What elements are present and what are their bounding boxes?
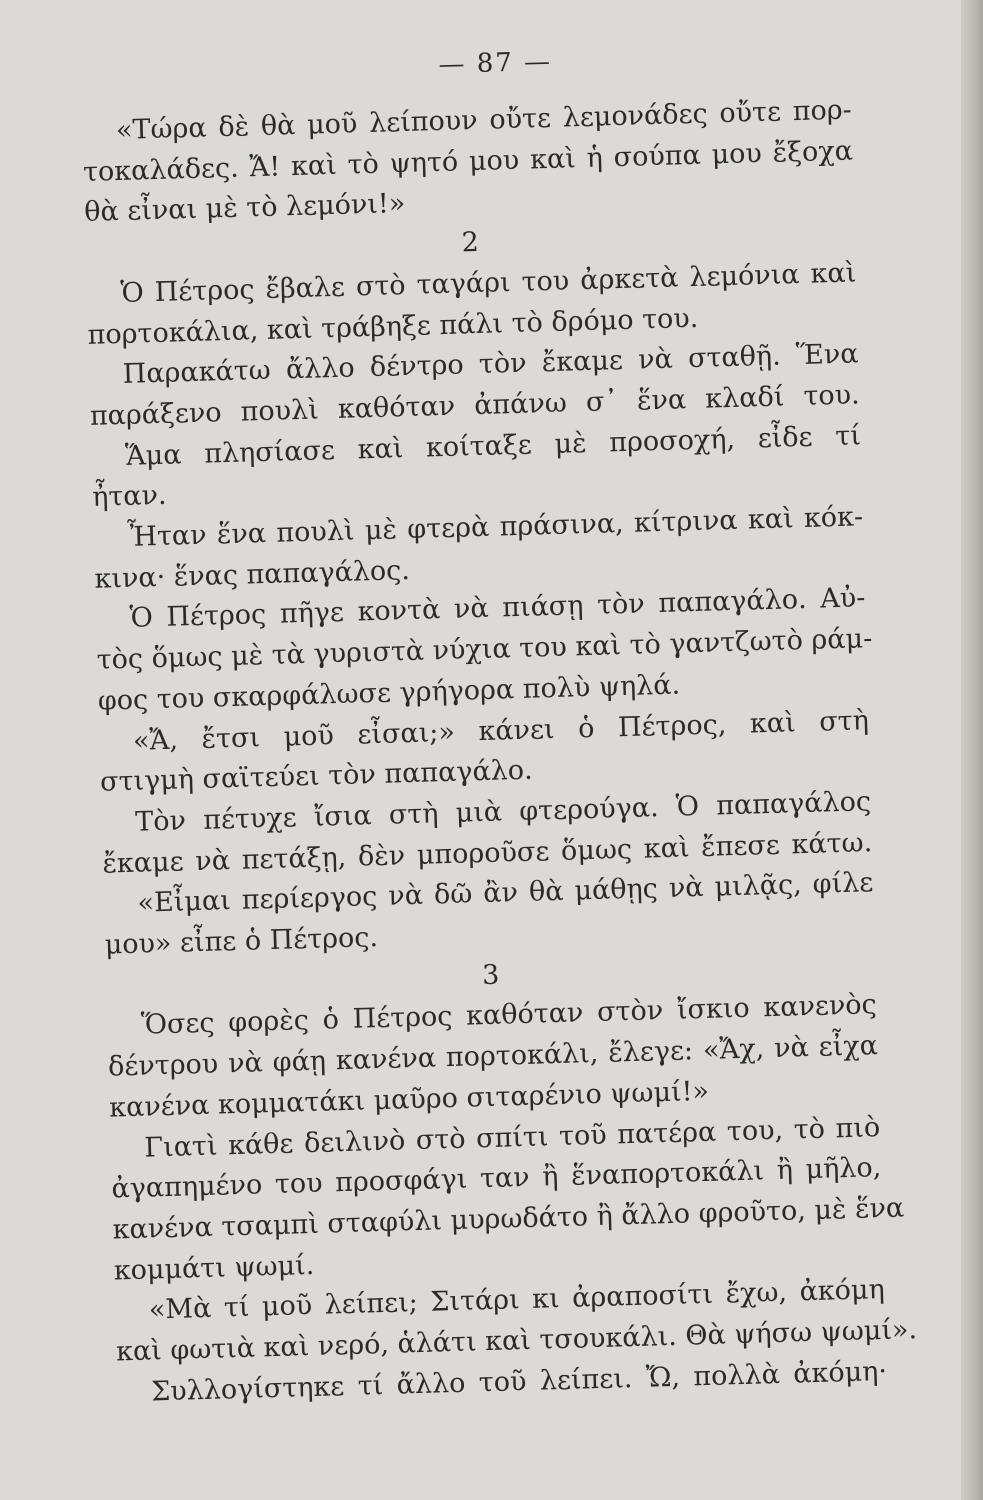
page-number: — 87 — [438,46,553,80]
text-line: Συλλογίστηκε τί ἄλλο τοῦ λείπει. Ὤ, πολλὰ ἀκόμη· [150,1355,888,1408]
text-line: Ὁ Πέτρος ἔβαλε στὸ ταγάρι του ἀρκετὰ λεμόνια καὶ [120,257,857,309]
text-line: Παρακάτω ἄλλο δέντρο τὸν ἔκαμε νὰ σταθῇ. Ἕνα [122,338,859,391]
text-line: «Ἄ, ἔτσι μοῦ εἶσαι;» κάνει ὁ Πέτρος, καὶ στὴ [132,704,870,757]
text-line: μου» εἶπε ὁ Πέτρος. [104,922,379,961]
text-line: «Μὰ τί μοῦ λείπει; Σιτάρι κι ἀραποσίτι ἔχω, ἀκόμη [148,1274,886,1326]
text-line: παράξενο πουλὶ καθόταν ἀπάνω σ᾽ ἕνα κλαδί του. [89,379,861,432]
text-line: Ὅσες φορὲς ὁ Πέτρος καθόταν στὸν ἴσκιο κανενὸς [140,989,878,1042]
text-line: καὶ φωτιὰ καὶ νερό, ἁλάτι καὶ τσουκάλι. Θὰ ψήσω ψωμί». [115,1314,918,1368]
text-line: φος του σκαρφάλωσε γρήγορα πολὺ ψηλά. [97,669,681,717]
text-line: στιγμὴ σαϊτεύει τὸν παπαγάλο. [99,754,534,798]
text-line: κομμάτι ψωμί. [113,1249,315,1287]
section-number: 2 [461,227,480,259]
text-line: «Εἶμαι περίεργος νὰ δῶ ἂν θὰ μάθῃς νὰ μιλᾷς, φίλε [137,867,874,920]
text-line: Ὁ Πέτρος πῆγε κοντὰ νὰ πιάσῃ τὸν παπαγάλο. Αὐ- [129,582,866,635]
text-line: θὰ εἶναι μὲ τὸ λεμόνι!» [83,188,406,229]
text-line: δέντρου νὰ φάῃ κανένα πορτοκάλι, ἔλεγε: «Ἄχ, νὰ εἶχα [107,1030,879,1083]
text-line: πορτοκάλια, καὶ τράβηξε πάλι τὸ δρόμο του. [87,302,699,351]
text-line: ἦταν. [91,480,167,514]
text-line: ἔκαμε νὰ πετάξῃ, δὲν μποροῦσε ὅμως καὶ ἔπεσε κάτω. [102,826,873,880]
text-line: κανένα τσαμπὶ σταφύλι μυρωδάτο ἢ ἄλλο φροῦτο, μὲ ἕνα [112,1192,905,1246]
text-line: ἀγαπημένο του προσφάγι ταν ἢ ἕναπορτοκάλι ἢ μῆλο, [111,1152,882,1205]
text-line: τοκαλάδες. Ἄ! καὶ τὸ ψητό μου καὶ ἡ σούπα μου ἔξοχα [82,135,854,188]
text-line: Ἅμα πλησίασε καὶ κοίταξε μὲ προσοχή, εἶδε τί [124,419,862,472]
text-line: τὸς ὅμως μὲ τὰ γυριστὰ νύχια του καὶ τὸ γαντζωτὸ ράμ- [96,623,873,676]
text-line: Τὸν πέτυχε ἴσια στὴ μιὰ φτερούγα. Ὁ παπαγάλος [134,786,872,838]
text-block [80,39,918,1414]
text-lines [81,90,918,1413]
section-number: 3 [481,959,500,991]
text-line: Ἦταν ἕνα πουλὶ μὲ φτερὰ πράσινα, κίτρινα καὶ κόκ- [126,501,864,553]
text-line: κινα· ἕνας παπαγάλος. [94,554,411,595]
text-line: κανένα κομματάκι μαῦρο σιταρένιο ψωμί!» [108,1075,710,1124]
page-edge [961,0,983,1500]
text-line: «Τώρα δὲ θὰ μοῦ λείπουν οὔτε λεμονάδες οὔτε πορ- [115,94,853,147]
text-line: Γιατὶ κάθε δειλινὸ στὸ σπίτι τοῦ πατέρα του, τὸ πιὸ [143,1111,881,1164]
